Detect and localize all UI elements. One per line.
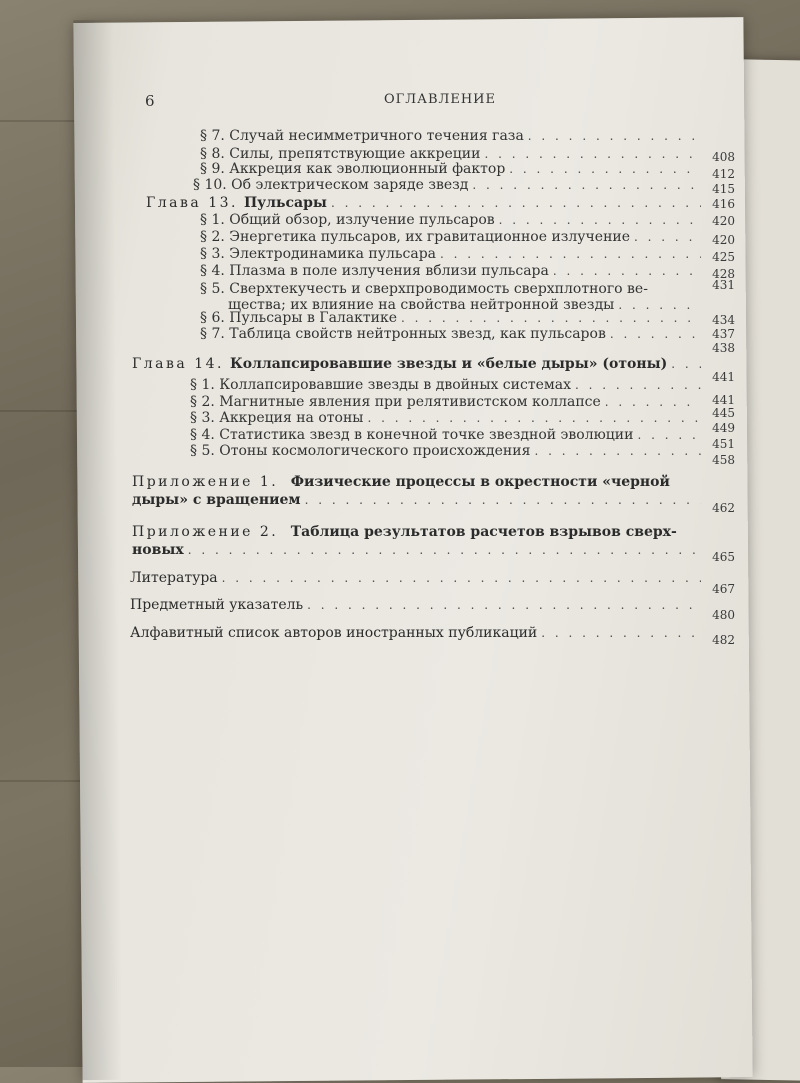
toc-entry-label: § 7. Таблица свойств нейтронных звезд, как пульсаров xyxy=(200,326,606,342)
toc-entry[interactable] xyxy=(130,597,705,615)
appendix-heading-continuation xyxy=(132,492,705,510)
appendix-page: 462 xyxy=(712,501,735,515)
toc-entry[interactable] xyxy=(130,570,705,588)
toc-entry-label: § 1. Коллапсировавшие звезды в двойных системах xyxy=(190,377,571,393)
leader-dots xyxy=(534,444,701,458)
leader-dots xyxy=(472,178,701,192)
leader-dots xyxy=(440,247,701,261)
leader-dots xyxy=(553,264,701,278)
toc-entry-label: § 8. Силы, препятствующие аккреции xyxy=(200,146,481,162)
chapter-title: Коллапсировавшие звезды и «белые дыры» (отоны) xyxy=(229,356,668,372)
chapter-heading[interactable] xyxy=(132,356,705,374)
toc-entry-label-cont: щества; их влияние на свойства нейтронной звезды xyxy=(228,297,615,313)
toc-entry[interactable] xyxy=(200,229,705,247)
appendix-page: 465 xyxy=(712,550,735,564)
toc-entry-page: 416 xyxy=(712,197,735,211)
appendix-heading[interactable] xyxy=(132,524,677,542)
leader-dots xyxy=(671,357,701,371)
chapter-page: 420 xyxy=(712,214,735,228)
chapter-page: 441 xyxy=(712,370,735,384)
toc-entry[interactable] xyxy=(190,410,705,428)
toc-entry-label: § 4. Плазма в поле излучения вблизи пульсара xyxy=(200,263,549,279)
appendix-prefix: Приложение 1. xyxy=(132,474,279,490)
toc-entry-page: 458 xyxy=(712,453,735,467)
toc-entry[interactable] xyxy=(190,443,705,461)
toc-entry-page: 408 xyxy=(712,150,735,164)
toc-entry-page: 425 xyxy=(712,250,735,264)
toc-entry-label: § 10. Об электрическом заряде звезд xyxy=(193,177,469,193)
leader-dots xyxy=(484,147,701,161)
toc-entry-page: 449 xyxy=(712,421,735,435)
toc-entry-label: Литература xyxy=(130,570,218,586)
chapter-heading[interactable] xyxy=(146,195,705,213)
toc-entry-page: 445 xyxy=(712,406,735,420)
leader-dots xyxy=(188,543,701,557)
toc-entry-label: Алфавитный список авторов иностранных публикаций xyxy=(130,625,538,641)
leader-dots xyxy=(634,230,701,244)
toc-entry-label: § 5. Отоны космологического происхождения xyxy=(190,443,531,459)
leader-dots xyxy=(307,598,701,612)
toc-entry-page: 412 xyxy=(712,167,735,181)
leader-dots xyxy=(509,162,701,176)
toc-entry-label: § 3. Электродинамика пульсара xyxy=(200,246,437,262)
appendix-title-cont: новых xyxy=(132,542,184,558)
appendix-heading[interactable] xyxy=(132,474,670,492)
appendix-prefix: Приложение 2. xyxy=(132,524,279,540)
leader-dots xyxy=(541,626,701,640)
toc-entry-page: 441 xyxy=(712,393,735,407)
toc-entry-label: § 5. Сверхтекучесть и сверхпроводимость сверхплотного ве- xyxy=(200,281,648,297)
leader-dots xyxy=(222,571,701,585)
leader-dots xyxy=(305,493,701,507)
toc-entry-label: § 2. Энергетика пульсаров, их гравитационное излучение xyxy=(200,229,631,245)
leader-dots xyxy=(401,311,701,325)
page-number: 6 xyxy=(145,92,156,110)
toc-entry-label: Предметный указатель xyxy=(130,597,304,613)
toc-entry-page: 420 xyxy=(712,233,735,247)
toc-entry[interactable] xyxy=(200,128,705,146)
toc-entry-label: § 7. Случай несимметричного течения газа xyxy=(200,128,524,144)
toc-entry-page: 415 xyxy=(712,182,735,196)
toc-entry-page: 480 xyxy=(712,608,735,622)
leader-dots xyxy=(637,428,701,442)
toc-entry-page: 467 xyxy=(712,582,735,596)
toc-entry-label: § 3. Аккреция на отоны xyxy=(190,410,364,426)
leader-dots xyxy=(605,395,701,409)
appendix-title: Таблица результатов расчетов взрывов сверх- xyxy=(290,524,677,540)
leader-dots xyxy=(367,411,701,425)
toc-entry-page: 434 xyxy=(712,313,735,327)
toc-entry-page: 437 xyxy=(712,327,735,341)
toc-entry-label: § 4. Статистика звезд в конечной точке звездной эволюции xyxy=(190,427,634,443)
leader-dots xyxy=(331,196,701,210)
leader-dots xyxy=(575,378,701,392)
toc-entry-page: 451 xyxy=(712,437,735,451)
appendix-title-cont: дыры» с вращением xyxy=(132,492,301,508)
toc-entry[interactable] xyxy=(200,212,705,230)
page-title: ОГЛАВЛЕНИЕ xyxy=(383,92,496,107)
toc-entry-label: § 9. Аккреция как эволюционный фактор xyxy=(200,161,506,177)
toc-entry-page: 482 xyxy=(712,633,735,647)
toc-entry[interactable] xyxy=(200,263,705,281)
toc-entry[interactable] xyxy=(193,177,705,195)
toc-entry[interactable] xyxy=(190,377,705,395)
chapter-title: Пульсары xyxy=(243,195,327,211)
toc-entry-label: § 1. Общий обзор, излучение пульсаров xyxy=(200,212,495,228)
leader-dots xyxy=(499,213,701,227)
toc-entry-label: § 2. Магнитные явления при релятивистском коллапсе xyxy=(190,394,601,410)
toc-entry-page: 428 xyxy=(712,267,735,281)
toc-entry[interactable] xyxy=(200,326,705,344)
toc-entry-page: 431 xyxy=(712,278,735,292)
leader-dots xyxy=(528,129,701,143)
toc-entry[interactable] xyxy=(130,625,705,643)
toc-entry-label: § 6. Пульсары в Галактике xyxy=(200,310,398,326)
appendix-heading-continuation xyxy=(132,542,705,560)
toc-entry-page: 438 xyxy=(712,341,735,355)
chapter-prefix: Глава 14. xyxy=(132,356,224,372)
leader-dots xyxy=(610,327,701,341)
chapter-prefix: Глава 13. xyxy=(146,195,238,211)
toc-entry[interactable] xyxy=(200,246,705,264)
appendix-title: Физические процессы в окрестности «черной xyxy=(290,474,670,490)
